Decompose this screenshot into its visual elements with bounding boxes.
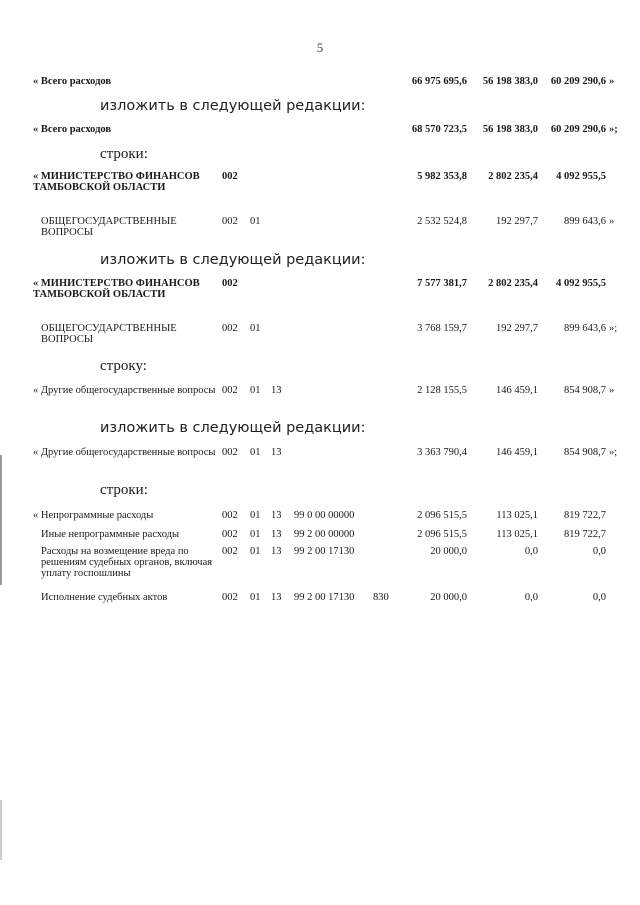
row-label: ОБЩЕГОСУДАРСТВЕННЫЕ ВОПРОСЫ xyxy=(41,216,177,238)
value-2021: 819 722,7 xyxy=(564,510,606,521)
value-2020: 2 802 235,4 xyxy=(488,278,538,289)
value-2021: 854 908,7 xyxy=(564,385,606,396)
instruction-text: строки: xyxy=(100,482,148,498)
closing-quote: » xyxy=(609,216,615,227)
value-2020: 146 459,1 xyxy=(496,447,538,458)
value-2021: 0,0 xyxy=(592,546,606,557)
section-code: 01 xyxy=(250,447,261,458)
row-label: « Всего расходов xyxy=(33,124,112,135)
closing-quote: » xyxy=(609,385,615,396)
ministry-code: 002 xyxy=(222,447,238,458)
value-2020: 0,0 xyxy=(524,592,538,603)
section-code: 01 xyxy=(250,529,261,540)
row-label: Иные непрограммные расходы xyxy=(41,529,180,540)
value-2019: 20 000,0 xyxy=(430,592,467,603)
ministry-code: 002 xyxy=(222,592,238,603)
value-2021: 854 908,7 xyxy=(564,447,606,458)
subsection-code: 13 xyxy=(271,592,282,603)
row-label: « Всего расходов xyxy=(33,76,112,87)
section-code: 01 xyxy=(250,546,261,557)
target-article-code: 99 2 00 17130 xyxy=(294,546,355,557)
value-2021: 60 209 290,6 xyxy=(550,124,606,135)
ministry-code: 002 xyxy=(222,546,238,557)
value-2019: 66 975 695,6 xyxy=(411,76,467,87)
ministry-code: 002 xyxy=(222,171,238,182)
scan-edge-mark xyxy=(0,800,2,860)
value-2019: 2 096 515,5 xyxy=(417,529,467,540)
value-2019: 5 982 353,8 xyxy=(417,171,467,182)
row-label: « Другие общегосударственные вопросы xyxy=(33,385,216,396)
row-label: Расходы на возмещение вреда по решениям судебных органов, включая уплату госпошлины xyxy=(41,546,213,579)
subsection-code: 13 xyxy=(271,546,282,557)
value-2020: 113 025,1 xyxy=(496,529,538,540)
section-code: 01 xyxy=(250,385,261,396)
section-code: 01 xyxy=(250,510,261,521)
value-2021: 60 209 290,6 xyxy=(550,76,606,87)
value-2021: 0,0 xyxy=(592,592,606,603)
ministry-code: 002 xyxy=(222,385,238,396)
scan-edge-mark xyxy=(0,455,2,585)
target-article-code: 99 0 00 00000 xyxy=(294,510,355,521)
instruction-text: изложить в следующей редакции: xyxy=(100,98,366,114)
instruction-text: строку: xyxy=(100,358,147,374)
section-code: 01 xyxy=(250,323,261,334)
subsection-code: 13 xyxy=(271,529,282,540)
row-label: « Другие общегосударственные вопросы xyxy=(33,447,216,458)
page-number: 5 xyxy=(316,40,324,55)
row-label: ОБЩЕГОСУДАРСТВЕННЫЕ ВОПРОСЫ xyxy=(41,323,177,345)
value-2019: 68 570 723,5 xyxy=(411,124,467,135)
value-2020: 192 297,7 xyxy=(496,323,538,334)
instruction-text: строки: xyxy=(100,146,148,162)
value-2021: 899 643,6 xyxy=(564,216,606,227)
row-label: « МИНИСТЕРСТВО ФИНАНСОВ ТАМБОВСКОЙ ОБЛАСТИ xyxy=(33,171,200,193)
ministry-code: 002 xyxy=(222,510,238,521)
value-2019: 7 577 381,7 xyxy=(417,278,467,289)
target-article-code: 99 2 00 00000 xyxy=(294,529,355,540)
value-2019: 3 363 790,4 xyxy=(417,447,467,458)
value-2021: 819 722,7 xyxy=(564,529,606,540)
target-article-code: 99 2 00 17130 xyxy=(294,592,355,603)
value-2019: 2 128 155,5 xyxy=(417,385,467,396)
value-2021: 4 092 955,5 xyxy=(556,171,606,182)
ministry-code: 002 xyxy=(222,278,238,289)
instruction-text: изложить в следующей редакции: xyxy=(100,420,366,436)
ministry-code: 002 xyxy=(222,323,238,334)
value-2020: 2 802 235,4 xyxy=(488,171,538,182)
value-2020: 146 459,1 xyxy=(496,385,538,396)
value-2020: 56 198 383,0 xyxy=(482,76,538,87)
subsection-code: 13 xyxy=(271,447,282,458)
value-2021: 4 092 955,5 xyxy=(556,278,606,289)
closing-quote: »; xyxy=(609,124,618,135)
ministry-code: 002 xyxy=(222,216,238,227)
ministry-code: 002 xyxy=(222,529,238,540)
subsection-code: 13 xyxy=(271,510,282,521)
closing-quote: »; xyxy=(609,447,618,458)
value-2020: 56 198 383,0 xyxy=(482,124,538,135)
section-code: 01 xyxy=(250,592,261,603)
closing-quote: » xyxy=(609,76,615,87)
value-2019: 3 768 159,7 xyxy=(417,323,467,334)
value-2019: 2 096 515,5 xyxy=(417,510,467,521)
expense-type-code: 830 xyxy=(373,592,389,603)
subsection-code: 13 xyxy=(271,385,282,396)
value-2019: 2 532 524,8 xyxy=(417,216,467,227)
instruction-text: изложить в следующей редакции: xyxy=(100,252,366,268)
value-2020: 192 297,7 xyxy=(496,216,538,227)
value-2021: 899 643,6 xyxy=(564,323,606,334)
value-2020: 0,0 xyxy=(524,546,538,557)
value-2019: 20 000,0 xyxy=(430,546,467,557)
value-2020: 113 025,1 xyxy=(496,510,538,521)
row-label: Исполнение судебных актов xyxy=(41,592,168,603)
row-label: « МИНИСТЕРСТВО ФИНАНСОВ ТАМБОВСКОЙ ОБЛАСТИ xyxy=(33,278,200,300)
row-label: « Непрограммные расходы xyxy=(33,510,154,521)
closing-quote: »; xyxy=(609,323,618,334)
section-code: 01 xyxy=(250,216,261,227)
